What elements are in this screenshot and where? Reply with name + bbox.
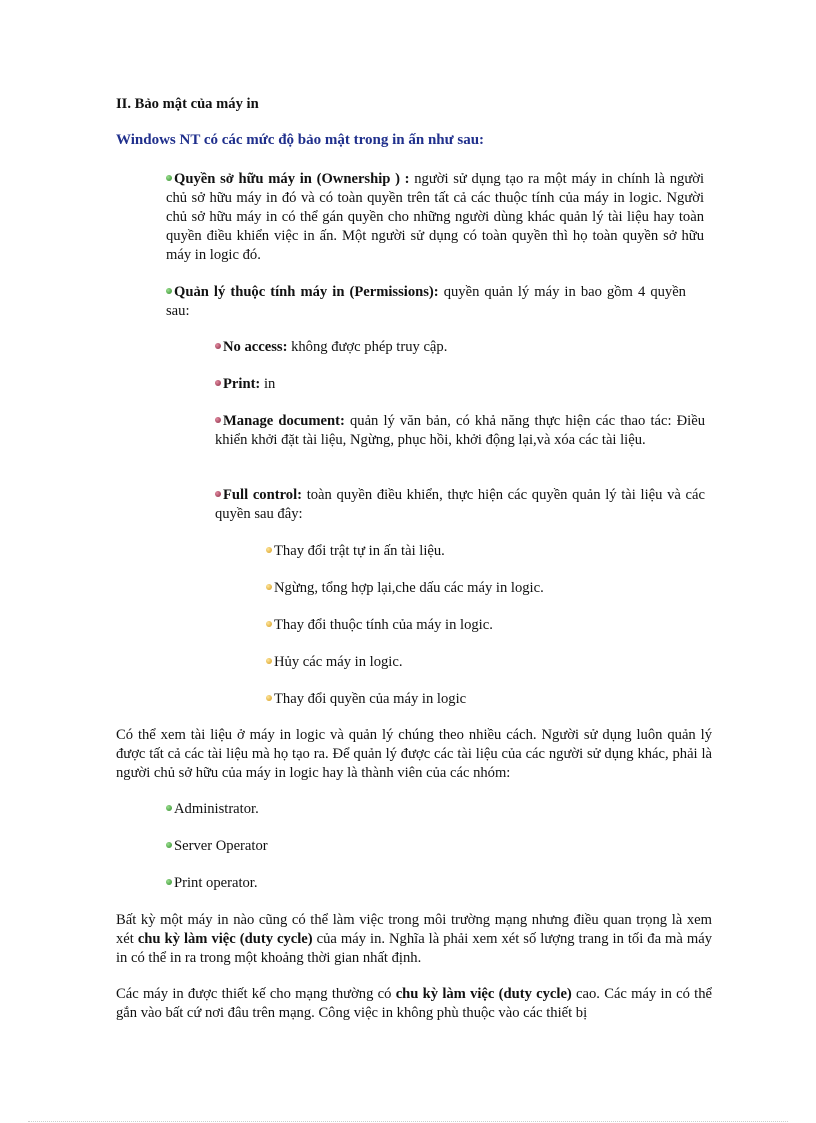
section-heading: II. Bảo mật của máy in [116,96,259,112]
full-control-text: toàn quyền điều khiển, thực hiện các quyền quản lý tài liệu và các quyền sau đây: [215,487,705,522]
yellow-bullet-icon [266,621,272,627]
green-bullet-icon [166,175,172,181]
red-bullet-icon [215,417,221,423]
yellow-bullet-icon [266,584,272,590]
duty-cycle-term: chu kỳ làm việc (duty cycle) [395,986,572,1002]
full-control-item [215,486,705,524]
red-bullet-icon [215,343,221,349]
yellow-bullet-icon [266,658,272,664]
green-bullet-icon [166,805,172,811]
print-text: in [260,376,276,392]
duty-cycle-term: chu kỳ làm việc (duty cycle) [137,931,313,947]
manage-document-term: Manage document: [223,413,345,429]
ownership-paragraph [166,170,704,265]
manage-document-text: quản lý văn bản, có khả năng thực hiện các thao tác: Điều khiển khởi đặt tài liệu, Ngừng, phục hồi, khởi động lại,và xóa các tài liệu. [215,413,705,448]
permissions-term: Quản lý thuộc tính máy in (Permissions): [174,284,439,300]
view-documents-paragraph: Có thể xem tài liệu ở máy in logic và quản lý chúng theo nhiều cách. Người sử dụng luôn quản lý được tất cả các tài liệu mà họ tạo ra. Để quản lý được các tài liệu của các người sử dụng khác, phải là người chủ sở hữu của máy in logic hay là thành viên của các nhóm: [116,727,712,781]
group-item: Print operator. [166,874,258,893]
ownership-text: người sử dụng tạo ra một máy in chính là người chủ sở hữu máy in đó và có toàn quyền trên tất cả các thuộc tính của máy in logic. Người chủ sở hữu máy in có thể gán quyền cho những người dùng khác quản lý tài liệu hay toàn quyền điều khiển việc in ấn. Một người sử dụng có toàn quyền thì họ toàn quyền sở hữu máy in logic đó. [166,171,704,263]
red-bullet-icon [215,380,221,386]
manage-document-item [215,412,705,450]
duty-cycle-paragraph: Bất kỳ một máy in nào cũng có thể làm việc trong môi trường mạng nhưng điều quan trọng là xem xét chu kỳ làm việc (duty cycle) của máy in. Nghĩa là phải xem xét số lượng trang in tối đa mà máy in có thể in ra trong một khoảng thời gian nhất định. [116,912,712,966]
network-printer-paragraph: Các máy in được thiết kế cho mạng thường có chu kỳ làm việc (duty cycle) cao. Các máy in có thể gắn vào bất cứ nơi đâu trên mạng. Công việc in không phù thuộc vào các thiết bị [116,986,712,1021]
ownership-term: Quyền sở hữu máy in (Ownership ) : [174,171,410,187]
full-control-subitem: Thay đổi quyền của máy in logic [266,690,466,709]
print-term: Print: [223,376,261,392]
permissions-text: quyền quản lý máy in bao gồm 4 quyền sau: [166,284,686,319]
full-control-subitem: Ngừng, tổng hợp lại,che dấu các máy in logic. [266,579,544,598]
full-control-subitem: Thay đổi trật tự in ấn tài liệu. [266,542,445,561]
green-bullet-icon [166,879,172,885]
green-bullet-icon [166,288,172,294]
green-bullet-icon [166,842,172,848]
yellow-bullet-icon [266,695,272,701]
full-control-subitem: Hủy các máy in logic. [266,653,402,672]
full-control-subitem: Thay đổi thuộc tính của máy in logic. [266,616,493,635]
no-access-term: No access: [223,339,288,355]
print-item [215,375,275,394]
group-item: Administrator. [166,800,259,819]
red-bullet-icon [215,491,221,497]
group-item: Server Operator [166,837,268,856]
no-access-text: không được phép truy cập. [287,339,448,355]
yellow-bullet-icon [266,547,272,553]
full-control-term: Full control: [223,487,303,503]
page-bottom-divider [28,1121,788,1122]
no-access-item [215,338,447,357]
permissions-paragraph [166,283,686,321]
section-subheading: Windows NT có các mức độ bảo mật trong in ấn như sau: [116,132,485,148]
